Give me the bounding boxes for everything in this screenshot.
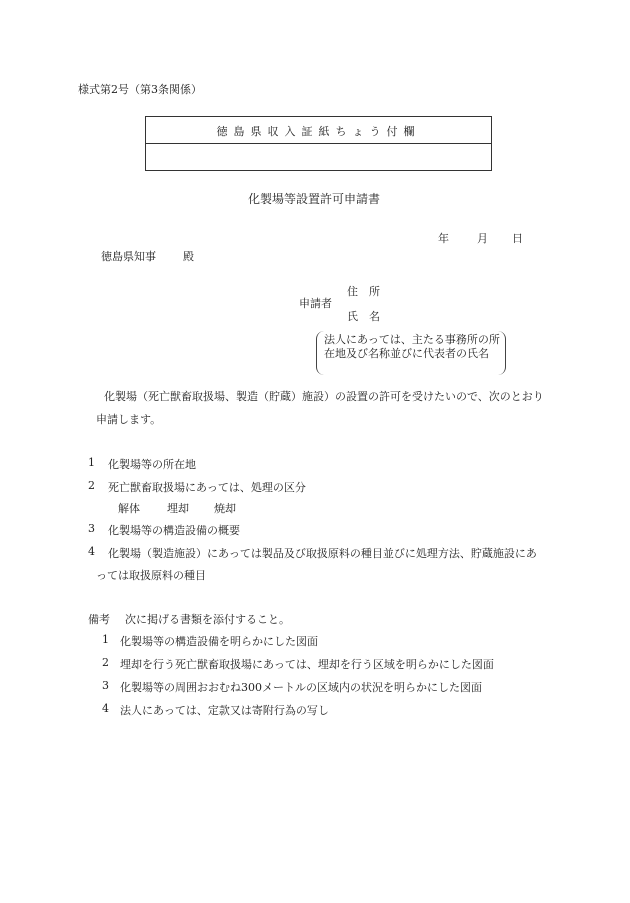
remarks-intro: 次に掲げる書類を添付すること。 [125,613,290,626]
item-2-number: 2 [88,479,95,492]
item-4-text-continued: っては取扱原料の種目 [96,569,206,582]
process-option-burial: 埋却 [167,502,189,515]
date-day-label: 日 [512,232,523,245]
body-text-line2: 申請します。 [96,413,162,426]
body-text-line1: 化製場（死亡獣畜取扱場、製造（貯蔵）施設）の設置の許可を受けたいので、次のとおり [104,390,544,403]
remarks-heading: 備考 [88,613,110,626]
item-3-number: 3 [88,522,95,535]
applicant-address-label: 住 所 [347,285,380,298]
item-4-number: 4 [88,545,95,558]
corporate-note: 法人にあっては、主たる事務所の所在地及び名称並びに代表者の氏名 [324,333,500,360]
remark-1-text: 化製場等の構造設備を明らかにした図面 [120,635,318,648]
item-1-number: 1 [88,456,95,469]
date-month-label: 月 [477,232,488,245]
item-3-text: 化製場等の構造設備の概要 [108,524,240,537]
item-1-text: 化製場等の所在地 [108,458,196,471]
remark-2-text: 埋却を行う死亡獣畜取扱場にあっては、埋却を行う区域を明らかにした図面 [120,658,494,671]
item-4-text: 化製場（製造施設）にあっては製品及び取扱原料の種目並びに処理方法、貯蔵施設にあ [108,547,537,560]
form-number: 様式第2号（第3条関係） [78,83,202,96]
stamp-box-title: 徳島県収入証紙ちょう付欄 [216,125,421,138]
stamp-box-blank-area[interactable] [146,144,491,170]
remark-3-number: 3 [102,679,109,692]
applicant-label: 申請者 [299,297,332,310]
remark-4-number: 4 [102,702,109,715]
process-option-dismantle: 解体 [118,502,140,515]
item-2-text: 死亡獣畜取扱場にあっては、処理の区分 [108,481,306,494]
addressee-name: 徳島県知事 [101,250,156,263]
revenue-stamp-box [145,116,492,171]
addressee-honorific: 殿 [183,250,194,263]
process-option-incineration: 焼却 [214,502,236,515]
remark-1-number: 1 [102,633,109,646]
remark-3-text: 化製場等の周囲おおむね300メートルの区域内の状況を明らかにした図面 [120,681,482,694]
document-title: 化製場等設置許可申請書 [248,192,381,206]
stamp-box-header [146,117,491,144]
applicant-name-label: 氏 名 [347,310,380,323]
date-year-label: 年 [438,232,449,245]
remark-4-text: 法人にあっては、定款又は寄附行為の写し [120,704,329,717]
remark-2-number: 2 [102,656,109,669]
